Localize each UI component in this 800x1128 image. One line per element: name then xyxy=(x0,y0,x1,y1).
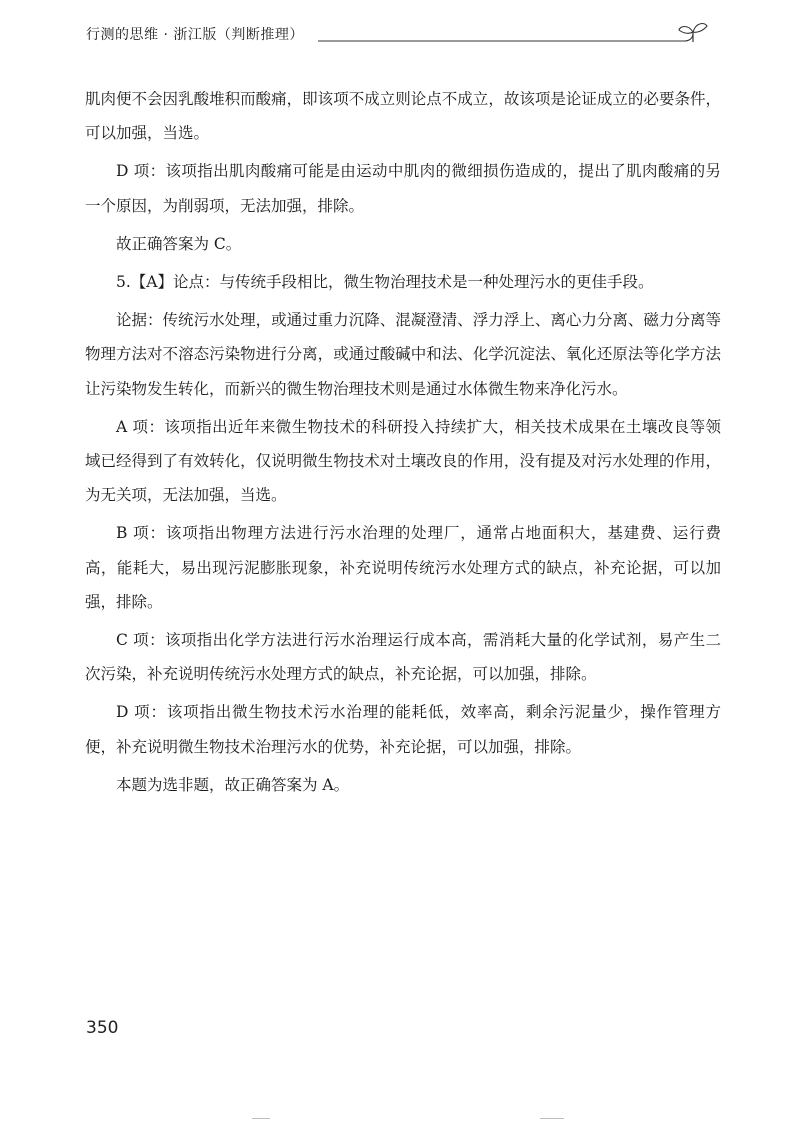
paragraph-option-d: D 项：该项指出微生物技术污水治理的能耗低，效率高，剩余污泥量少，操作管理方便，补充说明微生物技术治理污水的优势，补充论据，可以加强，排除。 xyxy=(85,703,721,756)
paragraph-continued: 肌肉便不会因乳酸堆积而酸痛，即该项不成立则论点不成立，故该项是论证成立的必要条件，可以加强，当选。 xyxy=(85,90,721,143)
answer-explanation-body xyxy=(85,82,721,806)
scan-speck xyxy=(540,1118,564,1119)
paragraph-option-d-previous: D 项：该项指出肌肉酸痛可能是由运动中肌肉的微细损伤造成的，提出了肌肉酸痛的另一个原因，为削弱项，无法加强，排除。 xyxy=(85,162,721,215)
paragraph-q5-argument: 5.【A】论点：与传统手段相比，微生物治理技术是一种处理污水的更佳手段。 xyxy=(116,273,654,292)
running-header xyxy=(86,20,726,50)
paragraph-option-b: B 项：该项指出物理方法进行污水治理的处理厂，通常占地面积大，基建费、运行费高，能耗大，易出现污泥膨胀现象，补充说明传统污水处理方式的缺点，补充论据，可以加强，排除。 xyxy=(85,524,721,611)
paragraph-answer-a: 本题为选非题，故正确答案为 A。 xyxy=(116,775,350,794)
paragraph-q5-evidence: 论据：传统污水处理，或通过重力沉降、混凝澄清、浮力浮上、离心力分离、磁力分离等物理方法对不溶态污染物进行分离，或通过酸碱中和法、化学沉淀法、氧化还原法等化学方法让污染物发生转化，而新兴的微生物治理技术则是通过水体微生物来净化污水。 xyxy=(85,311,721,398)
paragraph-option-c: C 项：该项指出化学方法进行污水治理运行成本高，需消耗大量的化学试剂，易产生二次污染，补充说明传统污水处理方式的缺点，补充论据，可以加强，排除。 xyxy=(85,631,721,684)
paragraph-answer-c: 故正确答案为 C。 xyxy=(116,234,242,253)
header-rule xyxy=(86,20,726,50)
scan-speck xyxy=(252,1118,270,1119)
book-title: 行测的思维 · 浙江版（判断推理） xyxy=(86,27,304,43)
sprout-icon xyxy=(676,20,710,48)
page-number: 350 xyxy=(86,1018,119,1038)
paragraph-option-a: A 项：该项指出近年来微生物技术的科研投入持续扩大，相关技术成果在土壤改良等领域已经得到了有效转化，仅说明微生物技术对土壤改良的作用，没有提及对污水处理的作用，为无关项，无法加强，当选。 xyxy=(85,417,721,505)
